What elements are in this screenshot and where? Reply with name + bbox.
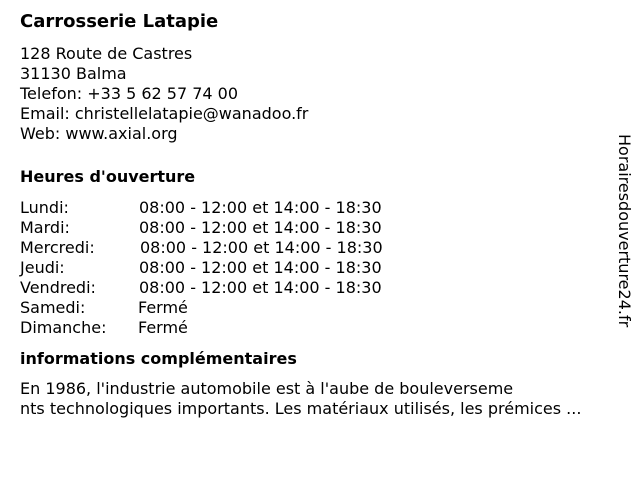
day-label: Dimanche: xyxy=(20,318,107,337)
hours-row-sunday xyxy=(20,318,620,338)
day-hours: 08:00 - 12:00 et 14:00 - 18:30 xyxy=(139,218,382,237)
phone-number: Telefon: +33 5 62 57 74 00 xyxy=(20,84,239,103)
day-hours: Fermé xyxy=(138,298,188,317)
day-label: Mercredi: xyxy=(20,238,95,257)
opening-hours-heading: Heures d'ouverture xyxy=(20,167,196,186)
hours-row-wednesday xyxy=(20,238,620,258)
day-hours: Fermé xyxy=(138,318,188,337)
info-line-2: nts technologiques importants. Les matériaux utilisés, les prémices ... xyxy=(20,399,582,418)
day-hours: 08:00 - 12:00 et 14:00 - 18:30 xyxy=(139,278,382,297)
day-label: Jeudi: xyxy=(20,258,65,277)
additional-info-heading: informations complémentaires xyxy=(20,349,297,368)
hours-row-tuesday xyxy=(20,218,620,238)
email-address: Email: christellelatapie@wanadoo.fr xyxy=(20,104,309,123)
hours-row-saturday xyxy=(20,298,620,318)
city-postcode: 31130 Balma xyxy=(20,64,127,83)
day-hours: 08:00 - 12:00 et 14:00 - 18:30 xyxy=(139,198,382,217)
day-label: Mardi: xyxy=(20,218,70,237)
day-hours: 08:00 - 12:00 et 14:00 - 18:30 xyxy=(140,238,383,257)
business-name: Carrosserie Latapie xyxy=(20,11,219,32)
day-label: Lundi: xyxy=(20,198,69,217)
additional-info-text xyxy=(20,379,620,419)
hours-row-friday xyxy=(20,278,620,298)
hours-row-monday xyxy=(20,198,620,218)
business-card xyxy=(20,10,620,419)
opening-hours-table xyxy=(20,198,620,338)
info-line-1: En 1986, l'industrie automobile est à l'aube de bouleverseme xyxy=(20,379,514,398)
day-hours: 08:00 - 12:00 et 14:00 - 18:30 xyxy=(139,258,382,277)
hours-row-thursday xyxy=(20,258,620,278)
street-address: 128 Route de Castres xyxy=(20,44,193,63)
day-label: Samedi: xyxy=(20,298,86,317)
website: Web: www.axial.org xyxy=(20,124,178,143)
day-label: Vendredi: xyxy=(20,278,96,297)
address-block xyxy=(20,44,620,144)
site-watermark-label: Horairesdouverture24.fr xyxy=(615,134,634,328)
